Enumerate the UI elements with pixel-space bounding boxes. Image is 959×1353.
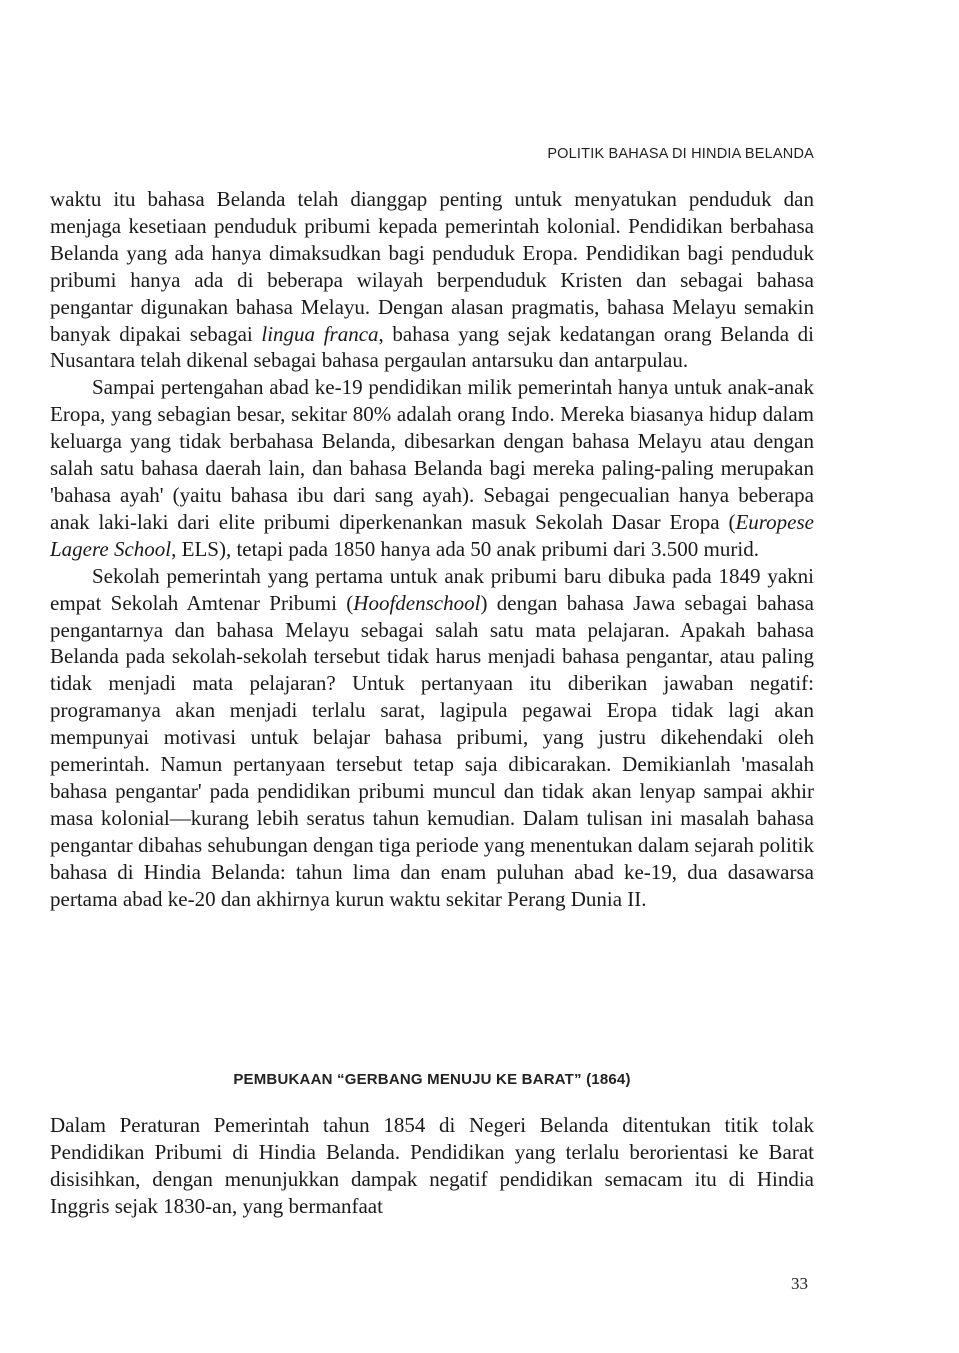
running-header: POLITIK BAHASA DI HINDIA BELANDA <box>547 146 814 162</box>
paragraph-2-italic-term: Europese Lagere School <box>50 509 814 561</box>
section-paragraph-1: Dalam Peraturan Pemerintah tahun 1854 di Negeri Belanda ditentukan titik tolak Pendidikan Pribumi di Hindia Belanda. Pendidikan yang terlalu berorientasi ke Barat disisihkan, dengan menunjukkan dampak negatif pendidikan semacam itu di Hindia Inggris sejak 1830-an, yang bermanfaat <box>50 1113 814 1218</box>
paragraph-2-text-b: , ELS), tetapi pada 1850 hanya ada 50 anak pribumi dari 3.500 murid. <box>171 536 759 561</box>
section-text <box>50 1112 814 1220</box>
paragraph-3-italic-term: Hoofdenschool <box>353 590 481 615</box>
body-text <box>50 186 814 912</box>
paragraph-2-text-a: Sampai pertengahan abad ke-19 pendidikan milik pemerintah hanya untuk anak-anak Eropa, yang sebagian besar, sekitar 80% adalah orang Indo. Mereka biasanya hidup dalam keluarga yang tidak berbahasa Belanda, dibesarkan dengan bahasa Melayu atau dengan salah satu bahasa daerah lain, dan bahasa Belanda bagi mereka paling-paling merupakan 'bahasa ayah' (yaitu bahasa ibu dari sang ayah). Sebagai pengecualian hanya beberapa anak laki-laki dari elite pribumi diperkenankan masuk Sekolah Dasar Eropa ( <box>50 375 814 534</box>
paragraph-2 <box>50 374 814 562</box>
paragraph-1-text-b: , bahasa yang sejak kedatangan orang Belanda di Nusantara telah dikenal sebagai bahasa pergaulan antarsuku dan antarpulau. <box>50 321 814 373</box>
paragraph-1 <box>50 186 814 374</box>
paragraph-3 <box>50 563 814 913</box>
paragraph-1-text-a: waktu itu bahasa Belanda telah dianggap penting untuk menyatukan penduduk dan menjaga kesetiaan penduduk pribumi kepada pemerintah kolonial. Pendidikan berbahasa Belanda yang ada hanya dimaksudkan bagi penduduk Eropa. Pendidikan bagi penduduk pribumi hanya ada di beberapa wilayah berpenduduk Kristen dan sebagai bahasa pengantar digunakan bahasa Melayu. Dengan alasan pragmatis, bahasa Melayu semakin banyak dipakai sebagai <box>50 187 814 346</box>
section-heading: PEMBUKAAN “GERBANG MENUJU KE BARAT” (1864) <box>233 1071 631 1088</box>
paragraph-3-text-b: ) dengan bahasa Jawa sebagai bahasa pengantarnya dan bahasa Melayu sebagai salah satu mata pelajaran. Apakah bahasa Belanda pada sekolah-sekolah tersebut tidak harus menjadi bahasa pengantar, atau paling tidak menjadi mata pelajaran? Untuk pertanyaan itu diberikan jawaban negatif: programanya akan menjadi terlalu sarat, lagipula pegawai Eropa tidak lagi akan mempunyai motivasi untuk belajar bahasa pribumi, yang justru dikehendaki oleh pemerintah. Namun pertanyaan tersebut tetap saja dibicarakan. Demikianlah 'masalah bahasa pengantar' pada pendidikan pribumi muncul dan tidak akan lenyap sampai akhir masa kolonial—kurang lebih seratus tahun kemudian. Dalam tulisan ini masalah bahasa pengantar dibahas sehubungan dengan tiga periode yang menentukan dalam sejarah politik bahasa di Hindia Belanda: tahun lima dan enam puluhan abad ke-19, dua dasawarsa pertama abad ke-20 dan akhirnya kurun waktu sekitar Perang Dunia II. <box>50 590 814 911</box>
paragraph-3-text-a: Sekolah pemerintah yang pertama untuk anak pribumi baru dibuka pada 1849 yakni empat Sekolah Amtenar Pribumi ( <box>50 563 814 615</box>
page-number: 33 <box>791 1274 808 1293</box>
paragraph-1-italic-term: lingua franca <box>261 321 379 346</box>
